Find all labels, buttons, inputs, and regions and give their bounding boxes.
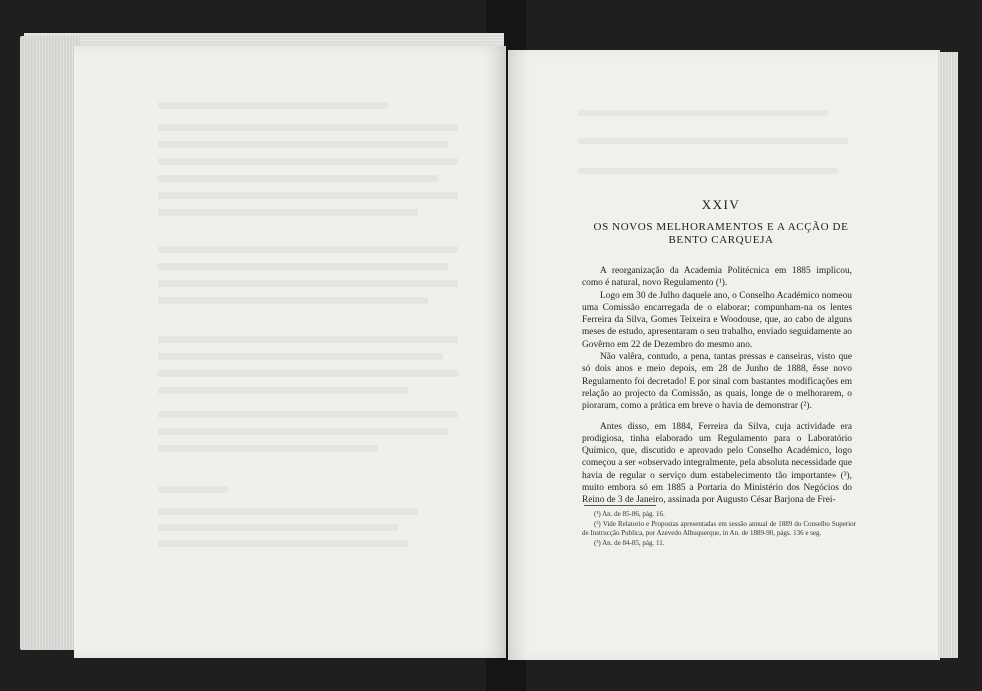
page-stack-left xyxy=(20,36,80,650)
bleed-through-line xyxy=(158,508,418,515)
bleed-through-line xyxy=(578,168,838,174)
bleed-through-line xyxy=(158,175,438,182)
footnote: (³) An. de 84-85, pág. 11. xyxy=(594,538,665,547)
bleed-through-line xyxy=(158,336,458,343)
bleed-through-line xyxy=(158,445,378,452)
bleed-through-line xyxy=(578,138,848,144)
bleed-through-line xyxy=(158,370,458,377)
left-page xyxy=(74,46,506,658)
page-stack-right xyxy=(938,52,958,658)
bleed-through-line xyxy=(578,110,828,116)
bleed-through-line xyxy=(158,280,458,287)
footnote: (²) Vide Relatorio e Propostas apresentadas em sessão annual de 1889 do Conselho Superior de Instrucção Publica, por Azevedo Albuquerque, in An. de 1889-90, págs. 136 e seg. xyxy=(582,519,856,538)
bleed-through-line xyxy=(158,246,458,253)
paragraph: A reorganização da Academia Politécnica em 1885 implicou, como é natural, novo Regulamento (¹). xyxy=(582,266,852,289)
bleed-through-line xyxy=(158,411,458,418)
bleed-through-line xyxy=(158,141,448,148)
paragraph: Logo em 30 de Julho daquele ano, o Conselho Académico nomeou uma Comissão encarregada de o elaborar; compunham-na os lentes Ferreira da Silva, Gomes Teixeira e Woodouse, que, ao cabo de alguns meses de estudo, apresentaram o seu trabalho, enviado seguidamente ao Govêrno em 22 de Dezembro do mesmo ano. xyxy=(582,290,852,350)
bleed-through-line xyxy=(158,297,428,304)
footnote: (¹) An. de 85-86, pág. 16. xyxy=(594,510,665,518)
page-stack-top xyxy=(24,33,504,47)
footnote-divider xyxy=(584,505,656,506)
bleed-through-line xyxy=(158,124,458,131)
body-text xyxy=(582,265,852,507)
bleed-through-line xyxy=(158,428,448,435)
bleed-through-line xyxy=(158,158,458,165)
bleed-through-line xyxy=(158,192,458,199)
paragraph: Não valêra, contudo, a pena, tantas pressas e canseiras, visto que só dois anos e meio depois, em 28 de Junho de 1888, êsse novo Regulamento foi decretado! E por sinal com bastantes modificações em relação ao projecto da Comissão, as quais, longe de o melhorarem, o pioraram, como a prática em breve o havia de demonstrar (²). xyxy=(582,352,852,412)
chapter-number: XXIV xyxy=(701,197,741,212)
paragraph: Antes disso, em 1884, Ferreira da Silva, cuja actividade era prodigiosa, tinha elaborado um Regulamento para o Laboratório Químico, que, discutido e aprovado pelo Conselho Académico, logo começou a ser «observado integralmente, pela absoluta necessidade que havia de regular o serviço dum estabelecimento tão importante» (³), muito embora só em 1885 a Portaria do Ministério dos Negócios do Reino de 3 de Janeiro, assinada por Augusto César Barjona de Frei- xyxy=(582,421,852,506)
footnotes xyxy=(582,510,856,548)
bleed-through-line xyxy=(158,524,398,531)
bleed-through-line xyxy=(158,263,448,270)
bleed-through-line xyxy=(158,486,228,493)
bleed-through-line xyxy=(158,209,418,216)
bleed-through-line xyxy=(158,102,388,109)
chapter-title: OS NOVOS MELHORAMENTOS E A ACÇÃO DE BENTO CARQUEJA xyxy=(593,221,849,246)
bleed-through-line xyxy=(158,387,408,394)
bleed-through-line xyxy=(158,353,443,360)
bleed-through-line xyxy=(158,540,408,547)
